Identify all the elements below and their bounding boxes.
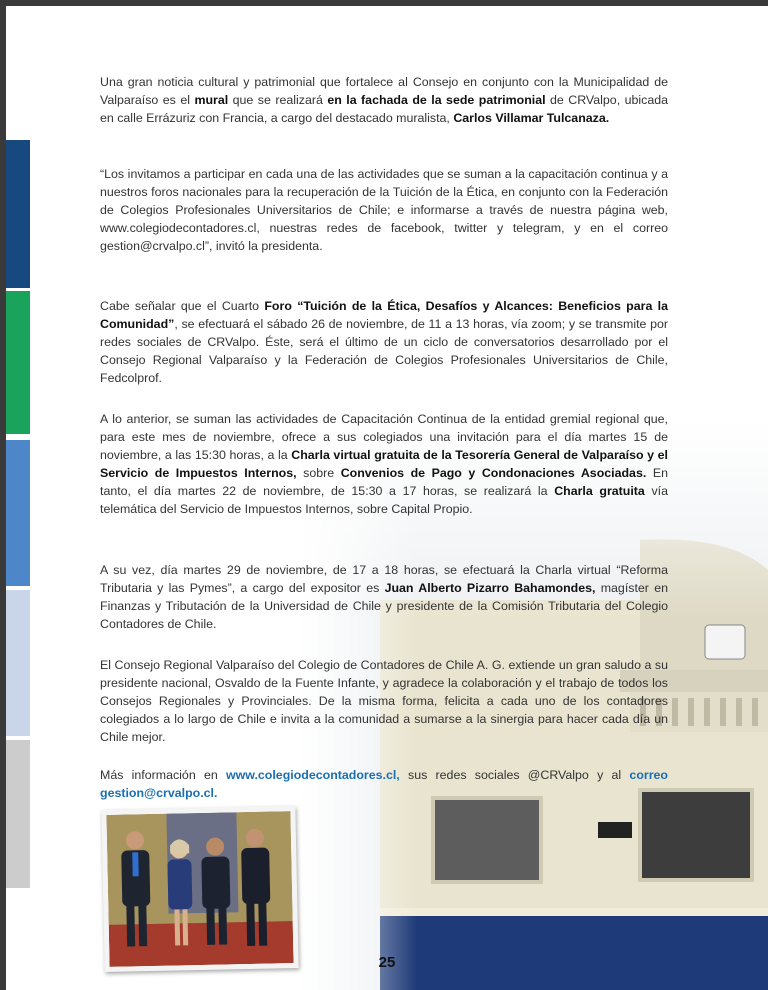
page-number: 25 <box>378 954 396 971</box>
email-link[interactable]: correo gestion@crvalpo.cl. <box>100 768 668 800</box>
paragraph-forum: Cabe señalar que el Cuarto Foro “Tuición de la Ética, Desafíos y Alcances: Beneficios para la Comunidad”, se efectuará el sábado 26 de noviembre, de 11 a 13 horas, vía zoom; y se transmite por redes sociales de CRValpo. Éste, será el último de un ciclo de conversatorios desarrollado por el Consejo Regional Valparaíso y la Federación de Colegios Profesionales Universitarios de Chile, Fedcolprof. <box>100 299 669 385</box>
paragraph-more-info: Más información en www.colegiodecontadores.cl, sus redes sociales @CRValpo y al correo gestion@crvalpo.cl. <box>100 768 668 800</box>
color-stripe-blue <box>6 440 30 586</box>
color-stripe-gray <box>6 740 30 888</box>
website-link[interactable]: www.colegiodecontadores.cl, <box>226 768 400 782</box>
color-stripe-light-blue <box>6 590 30 736</box>
color-stripe-green <box>6 291 30 434</box>
paragraph-greeting: El Consejo Regional Valparaíso del Colegio de Contadores de Chile A. G. extiende un gran saludo a su presidente nacional, Osvaldo de la Fuente Infante, y agradece la colaboración y el trabajo de todos los Consejos Regionales y Provinciales. De la misma forma, felicita a cada uno de los contadores colegiados a lo largo de Chile e invita a la comunidad a sumarse a la sinergia para hacer cada día un Chile mejor. <box>100 658 668 744</box>
paragraph-invitation-quote: “Los invitamos a participar en cada una de las actividades que se suman a la capacitación continua y a nuestros foros nacionales para la recuperación de la Tuición de la Ética, en conjunto con la Federación de Colegios Profesionales Universitarios de Chile; e informarse a través de nuestra página web, www.colegiodecontadores.cl, nuestras redes de facebook, twitter y telegram, y en el correo gestion@crvalpo.cl”, invitó la presidenta. <box>100 167 668 253</box>
color-stripe-navy <box>6 140 30 288</box>
paragraph-mural: Una gran noticia cultural y patrimonial que fortalece al Consejo en conjunto con la Municipalidad de Valparaíso es el mural que se realizará en la fachada de la sede patrimonial de CRValpo, ubicada en calle Errázuriz con Francia, a cargo del destacado muralista, Carlos Villamar Tulcanaza. <box>100 75 669 125</box>
group-photo-image <box>106 811 293 967</box>
paragraph-tax-reform-talk: A su vez, día martes 29 de noviembre, de 17 a 18 horas, se efectuará la Charla virtual “Reforma Tributaria y las Pymes”, a cargo del expositor es Juan Alberto Pizarro Bahamondes, magíster en Finanzas y Tributación de la Universidad de Chile y presidente de la Comisión Tributaria del Colegio Contadores de Chile. <box>100 563 668 631</box>
top-border <box>0 0 768 6</box>
group-photo <box>101 806 298 972</box>
paragraph-training: A lo anterior, se suman las actividades de Capacitación Continua de la entidad gremial regional que, para este mes de noviembre, ofrece a sus colegiados una invitación para el día martes 15 de noviembre, a las 15:30 horas, a la Charla virtual gratuita de la Tesorería General de Valparaíso y el Servicio de Impuestos Internos, sobre Convenios de Pago y Condonaciones Asociadas. En tanto, el día martes 22 de noviembre, de 15:30 a 17 horas, se realizará la Charla gratuita vía telemática del Servicio de Impuestos Internos, sobre Capital Propio. <box>100 412 668 516</box>
